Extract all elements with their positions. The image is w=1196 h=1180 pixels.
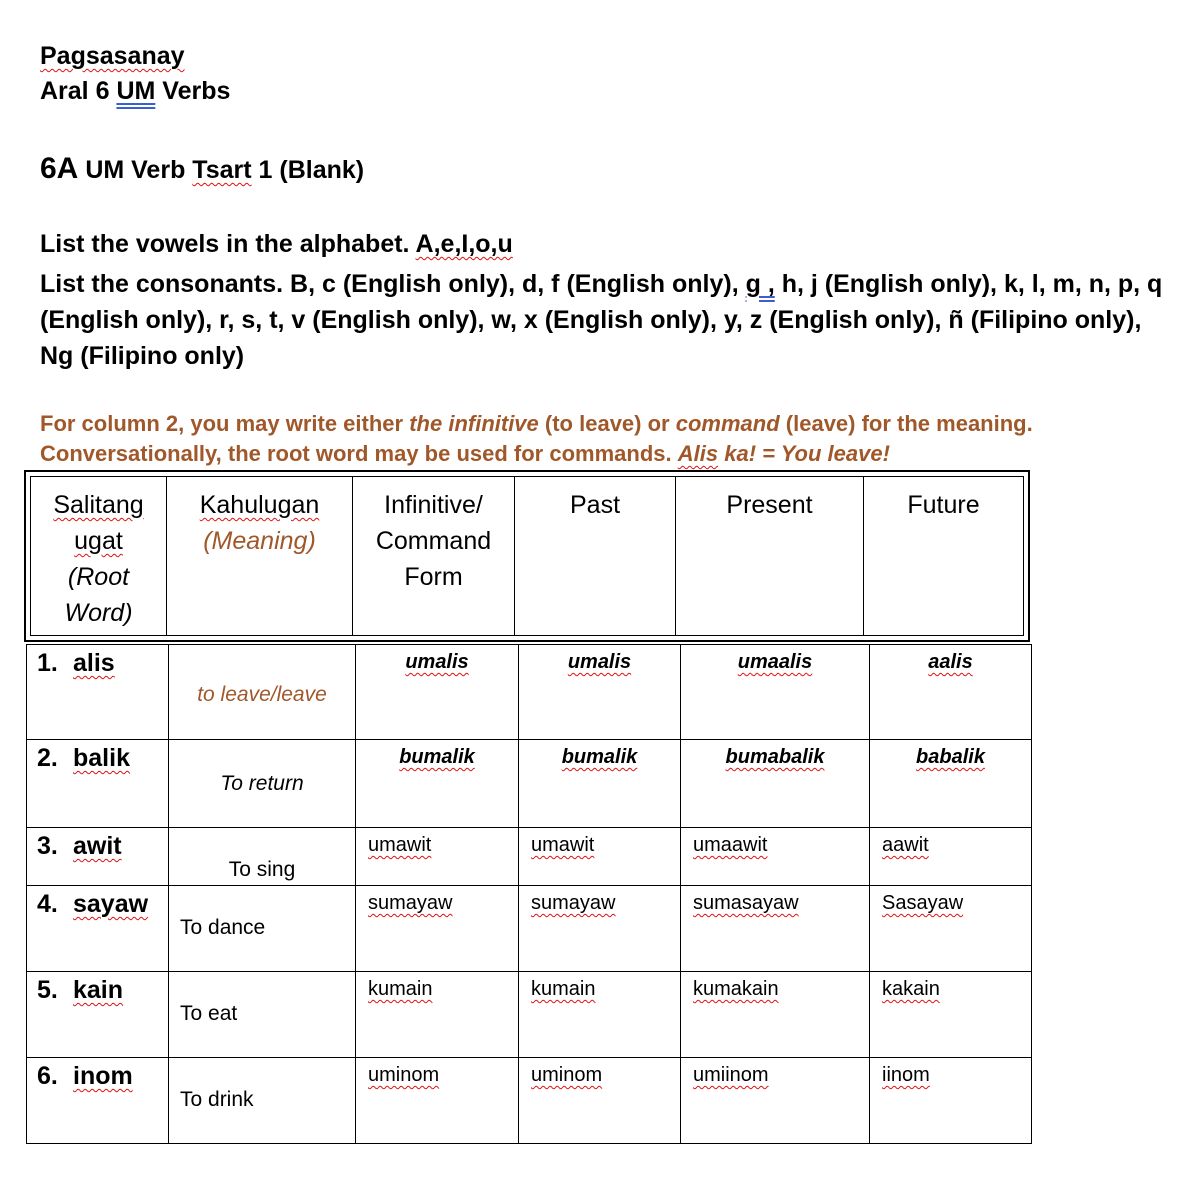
root-cell: 4. sayaw — [27, 886, 169, 972]
future-cell: kakain — [870, 972, 1032, 1058]
um-underlined: UM — [116, 77, 156, 105]
root-cell: 6. inom — [27, 1058, 169, 1144]
present-cell: umiinom — [681, 1058, 870, 1144]
present-cell: bumabalik — [681, 740, 870, 828]
future-cell: Sasayaw — [870, 886, 1032, 972]
future-cell: babalik — [870, 740, 1032, 828]
meaning-cell: To dance — [169, 886, 356, 972]
infinitive-cell: kumain — [356, 972, 519, 1058]
header-meaning: Kahulugan (Meaning) — [166, 476, 353, 636]
past-cell: bumalik — [519, 740, 681, 828]
infinitive-cell: sumayaw — [356, 886, 519, 972]
infinitive-cell: umawit — [356, 828, 519, 886]
infinitive-cell: umalis — [356, 645, 519, 740]
note-line-2: Conversationally, the root word may be used for commands. Alis ka! = You leave! — [40, 441, 890, 466]
meaning-cell: To drink — [169, 1058, 356, 1144]
root-cell: 5. kain — [27, 972, 169, 1058]
past-cell: uminom — [519, 1058, 681, 1144]
table-row — [27, 740, 1032, 828]
past-cell: kumain — [519, 972, 681, 1058]
header-present: Present — [675, 476, 864, 636]
meaning-cell: To return — [169, 740, 356, 828]
present-cell: sumasayaw — [681, 886, 870, 972]
lesson-subtitle: Aral 6 UM Verbs — [40, 77, 231, 105]
table-row — [27, 645, 1032, 740]
consonants-line: List the consonants. B, c (English only), d, f (English only), g , h, j (English only), k, l, m, n, p, q (English only), r, s, t, v (English only), w, x (English only), y, z (English only), ñ (Filipino only), Ng (Filipino only) — [40, 270, 1163, 370]
meaning-cell: To sing — [169, 828, 356, 886]
meaning-cell: to leave/leave — [169, 645, 356, 740]
table-row — [27, 886, 1032, 972]
infinitive-cell: uminom — [356, 1058, 519, 1144]
future-cell: iinom — [870, 1058, 1032, 1144]
header-past: Past — [514, 476, 676, 636]
vowels-line: List the vowels in the alphabet. A,e,I,o,u — [40, 230, 513, 258]
table-row — [27, 828, 1032, 886]
past-cell: umalis — [519, 645, 681, 740]
present-cell: umaawit — [681, 828, 870, 886]
past-cell: umawit — [519, 828, 681, 886]
present-cell: kumakain — [681, 972, 870, 1058]
table-row — [27, 972, 1032, 1058]
root-cell: 3. awit — [27, 828, 169, 886]
table-row — [27, 1058, 1032, 1144]
header-future: Future — [863, 476, 1024, 636]
past-cell: sumayaw — [519, 886, 681, 972]
meaning-cell: To eat — [169, 972, 356, 1058]
header-infinitive: Infinitive/ Command Form — [352, 476, 515, 636]
future-cell: aalis — [870, 645, 1032, 740]
chart-heading: 6A UM Verb Tsart 1 (Blank) — [40, 152, 365, 185]
infinitive-cell: bumalik — [356, 740, 519, 828]
header-root-word: Salitang ugat (Root Word) — [30, 476, 167, 636]
verb-table — [26, 644, 1032, 1144]
present-cell: umaalis — [681, 645, 870, 740]
future-cell: aawit — [870, 828, 1032, 886]
root-cell: 1. alis — [27, 645, 169, 740]
root-cell: 2. balik — [27, 740, 169, 828]
document-title: Pagsasanay — [40, 42, 185, 70]
note-line-1: For column 2, you may write either the infinitive (to leave) or command (leave) for the meaning. — [40, 411, 1033, 436]
